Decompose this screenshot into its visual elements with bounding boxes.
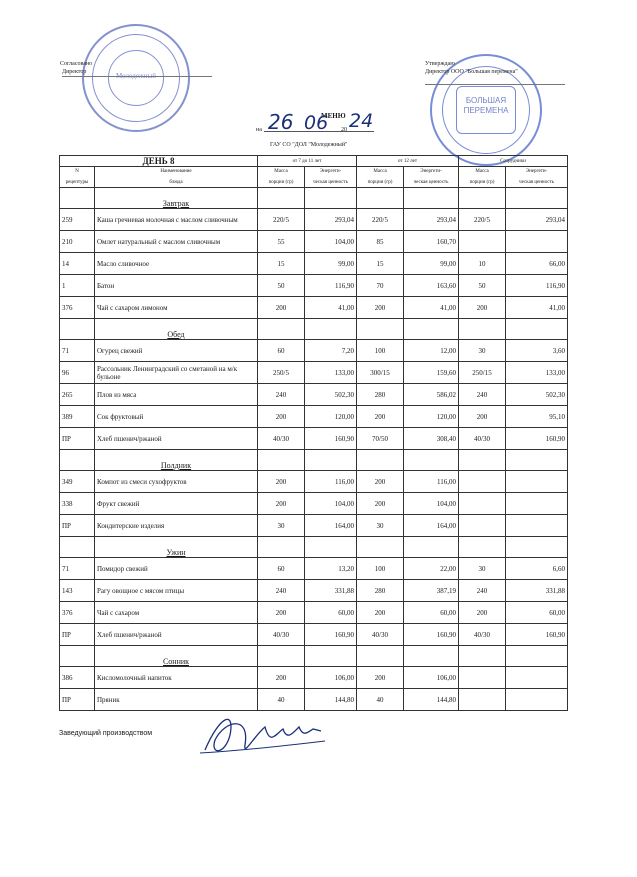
energy-group2: 106,00: [404, 667, 459, 689]
recipe-number: 71: [60, 340, 95, 362]
recipe-number-header: [60, 167, 95, 188]
energy-header-line2: ческая ценность: [519, 180, 554, 185]
energy-group2: 60,00: [404, 602, 459, 624]
empty-cell: [404, 646, 459, 667]
left-director: Директор: [62, 69, 87, 75]
table-row: [60, 297, 568, 319]
energy-group1: 106,00: [305, 667, 357, 689]
energy-group1: 164,00: [305, 515, 357, 537]
table-header-row: [60, 156, 568, 167]
energy-group1: 116,00: [305, 471, 357, 493]
mass-group2: 200: [357, 602, 404, 624]
dish-name: Чай с сахаром: [95, 602, 258, 624]
recipe-number: 376: [60, 297, 95, 319]
energy-header-line2: ческая ценность: [313, 180, 348, 185]
energy-group3: 133,00: [506, 362, 568, 384]
energy-group2: 163,60: [404, 275, 459, 297]
dish-name: Хлеб пшенич/ржаной: [95, 428, 258, 450]
empty-cell: [404, 319, 459, 340]
mass-group3: 30: [459, 558, 506, 580]
mass-group1: 250/5: [258, 362, 305, 384]
table-row: [60, 580, 568, 602]
mass-group1: 200: [258, 297, 305, 319]
energy-group1: 133,00: [305, 362, 357, 384]
recipe-number: ПР: [60, 428, 95, 450]
mass-group1: 55: [258, 231, 305, 253]
mass-group1: 40/30: [258, 624, 305, 646]
empty-cell: [459, 450, 506, 471]
energy-group1: 331,88: [305, 580, 357, 602]
energy-group1: 116,90: [305, 275, 357, 297]
energy-group3: 160,90: [506, 428, 568, 450]
mass-group1: 240: [258, 580, 305, 602]
dish-name: Кисломолочный напиток: [95, 667, 258, 689]
energy-group3: [506, 689, 568, 711]
mass-group1: 200: [258, 493, 305, 515]
mass-header-line2: порции (гр): [469, 180, 495, 185]
empty-cell: [357, 450, 404, 471]
empty-cell: [305, 646, 357, 667]
mass-group2: 200: [357, 471, 404, 493]
empty-cell: [305, 188, 357, 209]
energy-group2: 41,00: [404, 297, 459, 319]
energy-group2: 116,00: [404, 471, 459, 493]
energy-group2: 160,90: [404, 624, 459, 646]
dish-name-header-line1: Наименование: [160, 169, 192, 174]
mass-group3: 200: [459, 602, 506, 624]
section-spacer: [60, 450, 568, 471]
mass-group3: [459, 515, 506, 537]
empty-cell: [60, 450, 95, 471]
energy-group1: 160,90: [305, 428, 357, 450]
section-spacer: [60, 537, 568, 558]
mass-group3: 40/30: [459, 428, 506, 450]
table-row: [60, 406, 568, 428]
empty-cell: [258, 537, 305, 558]
energy-group3: [506, 667, 568, 689]
dish-name: Рассольник Ленинградский со сметаной на м/к бульоне: [95, 362, 258, 384]
section-title: Полдник: [95, 450, 258, 471]
dish-name: Каша гречневая молочная с маслом сливочным: [95, 209, 258, 231]
energy-group3: [506, 231, 568, 253]
mass-group2: 300/15: [357, 362, 404, 384]
section-title: Обед: [95, 319, 258, 340]
energy-group2: 22,00: [404, 558, 459, 580]
energy-group1: 13,20: [305, 558, 357, 580]
recipe-number: ПР: [60, 689, 95, 711]
energy-group1: 293,04: [305, 209, 357, 231]
table-row: [60, 667, 568, 689]
energy-group1: 502,30: [305, 384, 357, 406]
energy-group2: 104,00: [404, 493, 459, 515]
energy-group1: 104,00: [305, 493, 357, 515]
energy-group3: 3,60: [506, 340, 568, 362]
mass-header: [258, 167, 305, 188]
date-year-prefix: 20: [341, 127, 347, 133]
energy-group2: 586,02: [404, 384, 459, 406]
recipe-number: 259: [60, 209, 95, 231]
table-row: [60, 558, 568, 580]
mass-group1: 200: [258, 471, 305, 493]
mass-group1: 240: [258, 384, 305, 406]
energy-group1: 99,00: [305, 253, 357, 275]
empty-cell: [305, 450, 357, 471]
mass-group1: 30: [258, 515, 305, 537]
mass-group2: 100: [357, 340, 404, 362]
recipe-number: 349: [60, 471, 95, 493]
table-row: [60, 471, 568, 493]
mass-group2: 200: [357, 667, 404, 689]
right-stamp-text: БОЛЬШАЯ ПЕРЕМЕНА: [463, 96, 509, 115]
empty-cell: [258, 188, 305, 209]
mass-header: [459, 167, 506, 188]
mass-group3: 200: [459, 297, 506, 319]
mass-group2: 100: [357, 558, 404, 580]
mass-group2: 15: [357, 253, 404, 275]
organization: ГАУ СО "ДОЛ "Молодежный": [270, 142, 348, 148]
menu-title: МЕНЮ: [321, 112, 346, 120]
dish-name: Фрукт свежий: [95, 493, 258, 515]
mass-group3: [459, 667, 506, 689]
mass-group1: 200: [258, 667, 305, 689]
mass-group2: 40/30: [357, 624, 404, 646]
table-row: [60, 340, 568, 362]
dish-name: Омлет натуральный с маслом сливочным: [95, 231, 258, 253]
table-row: [60, 231, 568, 253]
dish-name: Рагу овощное с мясом птицы: [95, 580, 258, 602]
section-title: Завтрак: [95, 188, 258, 209]
recipe-number: 96: [60, 362, 95, 384]
empty-cell: [357, 537, 404, 558]
mass-group1: 200: [258, 406, 305, 428]
production-head-label: Заведующий производством: [59, 730, 153, 737]
section-spacer: [60, 319, 568, 340]
mass-group3: 220/5: [459, 209, 506, 231]
date-year: 24: [349, 110, 374, 132]
recipe-number: 386: [60, 667, 95, 689]
dish-name: Хлеб пшенич/ржаной: [95, 624, 258, 646]
energy-group2: 160,70: [404, 231, 459, 253]
section-spacer: [60, 188, 568, 209]
mass-header-line1: Масса: [274, 169, 288, 174]
empty-cell: [258, 450, 305, 471]
energy-group1: 144,80: [305, 689, 357, 711]
left-sign-line: [62, 76, 212, 77]
dish-name-header-line2: блюда: [169, 180, 183, 185]
energy-group3: 95,10: [506, 406, 568, 428]
mass-group2: 40: [357, 689, 404, 711]
dish-name: Компот из смеси сухофруктов: [95, 471, 258, 493]
right-director: Директор ООО "Большая перемена": [425, 69, 518, 75]
mass-header-line2: порции (гр): [367, 180, 393, 185]
mass-header-line1: Масса: [373, 169, 387, 174]
energy-group3: [506, 493, 568, 515]
table-subheader-row: [60, 167, 568, 188]
energy-group3: [506, 515, 568, 537]
empty-cell: [60, 188, 95, 209]
dish-name: Чай с сахаром лимоном: [95, 297, 258, 319]
empty-cell: [305, 537, 357, 558]
dish-name: Плов из мяса: [95, 384, 258, 406]
mass-group2: 200: [357, 493, 404, 515]
recipe-number: ПР: [60, 624, 95, 646]
dish-name: Помидор свежий: [95, 558, 258, 580]
recipe-number: 1: [60, 275, 95, 297]
mass-group2: 280: [357, 580, 404, 602]
table-row: [60, 209, 568, 231]
energy-group2: 308,40: [404, 428, 459, 450]
energy-header-line1: Энергети-: [420, 169, 442, 174]
empty-cell: [459, 188, 506, 209]
mass-group2: 220/5: [357, 209, 404, 231]
recipe-number: 338: [60, 493, 95, 515]
dish-name: Батон: [95, 275, 258, 297]
empty-cell: [506, 537, 568, 558]
recipe-number: ПР: [60, 515, 95, 537]
energy-group2: 12,00: [404, 340, 459, 362]
energy-group2: 99,00: [404, 253, 459, 275]
menu-table: [59, 155, 568, 711]
energy-header: [305, 167, 357, 188]
date-underline: [264, 131, 374, 132]
section-title: Сонник: [95, 646, 258, 667]
empty-cell: [459, 537, 506, 558]
empty-cell: [258, 319, 305, 340]
energy-group1: 60,00: [305, 602, 357, 624]
mass-group3: 240: [459, 580, 506, 602]
left-stamp-text: Молодежный: [116, 72, 156, 80]
energy-group2: 387,19: [404, 580, 459, 602]
mass-group2: 280: [357, 384, 404, 406]
mass-group3: [459, 471, 506, 493]
empty-cell: [357, 319, 404, 340]
mass-group2: 30: [357, 515, 404, 537]
table-row: [60, 602, 568, 624]
energy-header-line2: ческая ценность: [413, 180, 449, 185]
mass-group1: 220/5: [258, 209, 305, 231]
recipe-number: 14: [60, 253, 95, 275]
empty-cell: [506, 319, 568, 340]
energy-header: [506, 167, 568, 188]
table-row: [60, 428, 568, 450]
mass-header-line2: порции (гр): [268, 180, 294, 185]
date-day: 26: [268, 110, 294, 134]
mass-group2: 70: [357, 275, 404, 297]
age-group-1: от 7 до 11 лет: [258, 156, 357, 167]
date-month: 06: [304, 112, 329, 134]
empty-cell: [60, 319, 95, 340]
mass-group3: [459, 493, 506, 515]
energy-group3: 116,90: [506, 275, 568, 297]
dish-name: Сок фруктовый: [95, 406, 258, 428]
dish-name: Пряник: [95, 689, 258, 711]
energy-group2: 159,60: [404, 362, 459, 384]
empty-cell: [459, 646, 506, 667]
recipe-number-header-line1: N: [75, 169, 79, 174]
empty-cell: [506, 646, 568, 667]
mass-group2: 200: [357, 406, 404, 428]
section-title: Ужин: [95, 537, 258, 558]
mass-group3: [459, 689, 506, 711]
table-row: [60, 275, 568, 297]
energy-group3: 502,30: [506, 384, 568, 406]
energy-group2: 293,04: [404, 209, 459, 231]
energy-group2: 144,80: [404, 689, 459, 711]
energy-group2: 120,00: [404, 406, 459, 428]
energy-group3: 160,90: [506, 624, 568, 646]
energy-group1: 7,20: [305, 340, 357, 362]
right-sign-line: [425, 84, 565, 85]
table-row: [60, 362, 568, 384]
empty-cell: [506, 188, 568, 209]
energy-header-line1: Энергети-: [525, 169, 548, 174]
energy-group3: 331,88: [506, 580, 568, 602]
table-row: [60, 515, 568, 537]
age-group-3: Сотрудники: [459, 156, 568, 167]
mass-group2: 85: [357, 231, 404, 253]
day-label: ДЕНЬ 8: [60, 156, 258, 167]
left-agreed: Согласовано: [60, 61, 93, 67]
energy-group1: 120,00: [305, 406, 357, 428]
energy-group3: 6,60: [506, 558, 568, 580]
mass-group1: 15: [258, 253, 305, 275]
recipe-number: 143: [60, 580, 95, 602]
left-stamp: [82, 24, 190, 132]
table-row: [60, 624, 568, 646]
mass-group2: 70/50: [357, 428, 404, 450]
mass-group3: 50: [459, 275, 506, 297]
right-approved: Утверждаю: [425, 61, 455, 67]
mass-group1: 200: [258, 602, 305, 624]
dish-name: Огурец свежий: [95, 340, 258, 362]
empty-cell: [357, 646, 404, 667]
empty-cell: [357, 188, 404, 209]
energy-group3: 293,04: [506, 209, 568, 231]
mass-group3: [459, 231, 506, 253]
age-group-2: от 12 лет: [357, 156, 459, 167]
energy-group3: 41,00: [506, 297, 568, 319]
energy-group2: 164,00: [404, 515, 459, 537]
dish-name-header: [95, 167, 258, 188]
mass-group1: 60: [258, 558, 305, 580]
empty-cell: [305, 319, 357, 340]
energy-group3: [506, 471, 568, 493]
empty-cell: [258, 646, 305, 667]
empty-cell: [404, 537, 459, 558]
energy-group1: 104,00: [305, 231, 357, 253]
mass-group1: 40: [258, 689, 305, 711]
energy-header-line1: Энергети-: [319, 169, 342, 174]
mass-group3: 40/30: [459, 624, 506, 646]
table-row: [60, 253, 568, 275]
mass-group3: 10: [459, 253, 506, 275]
mass-group1: 50: [258, 275, 305, 297]
empty-cell: [404, 450, 459, 471]
signature: [195, 705, 335, 765]
energy-group1: 41,00: [305, 297, 357, 319]
recipe-number-header-line2: рецептуры: [65, 180, 89, 185]
dish-name: Кондитерские изделия: [95, 515, 258, 537]
mass-header-line1: Масса: [475, 169, 489, 174]
recipe-number: 389: [60, 406, 95, 428]
section-spacer: [60, 646, 568, 667]
empty-cell: [60, 537, 95, 558]
table-row: [60, 493, 568, 515]
mass-group1: 60: [258, 340, 305, 362]
date-prefix: на: [256, 127, 262, 133]
empty-cell: [459, 319, 506, 340]
mass-group1: 40/30: [258, 428, 305, 450]
mass-group3: 200: [459, 406, 506, 428]
table-row: [60, 384, 568, 406]
empty-cell: [506, 450, 568, 471]
mass-header: [357, 167, 404, 188]
dish-name: Масло сливочное: [95, 253, 258, 275]
energy-header: [404, 167, 459, 188]
mass-group3: 240: [459, 384, 506, 406]
energy-group3: 60,00: [506, 602, 568, 624]
empty-cell: [60, 646, 95, 667]
recipe-number: 210: [60, 231, 95, 253]
mass-group3: 30: [459, 340, 506, 362]
mass-group3: 250/15: [459, 362, 506, 384]
energy-group3: 66,00: [506, 253, 568, 275]
recipe-number: 265: [60, 384, 95, 406]
mass-group2: 200: [357, 297, 404, 319]
recipe-number: 376: [60, 602, 95, 624]
energy-group1: 160,90: [305, 624, 357, 646]
recipe-number: 71: [60, 558, 95, 580]
empty-cell: [404, 188, 459, 209]
